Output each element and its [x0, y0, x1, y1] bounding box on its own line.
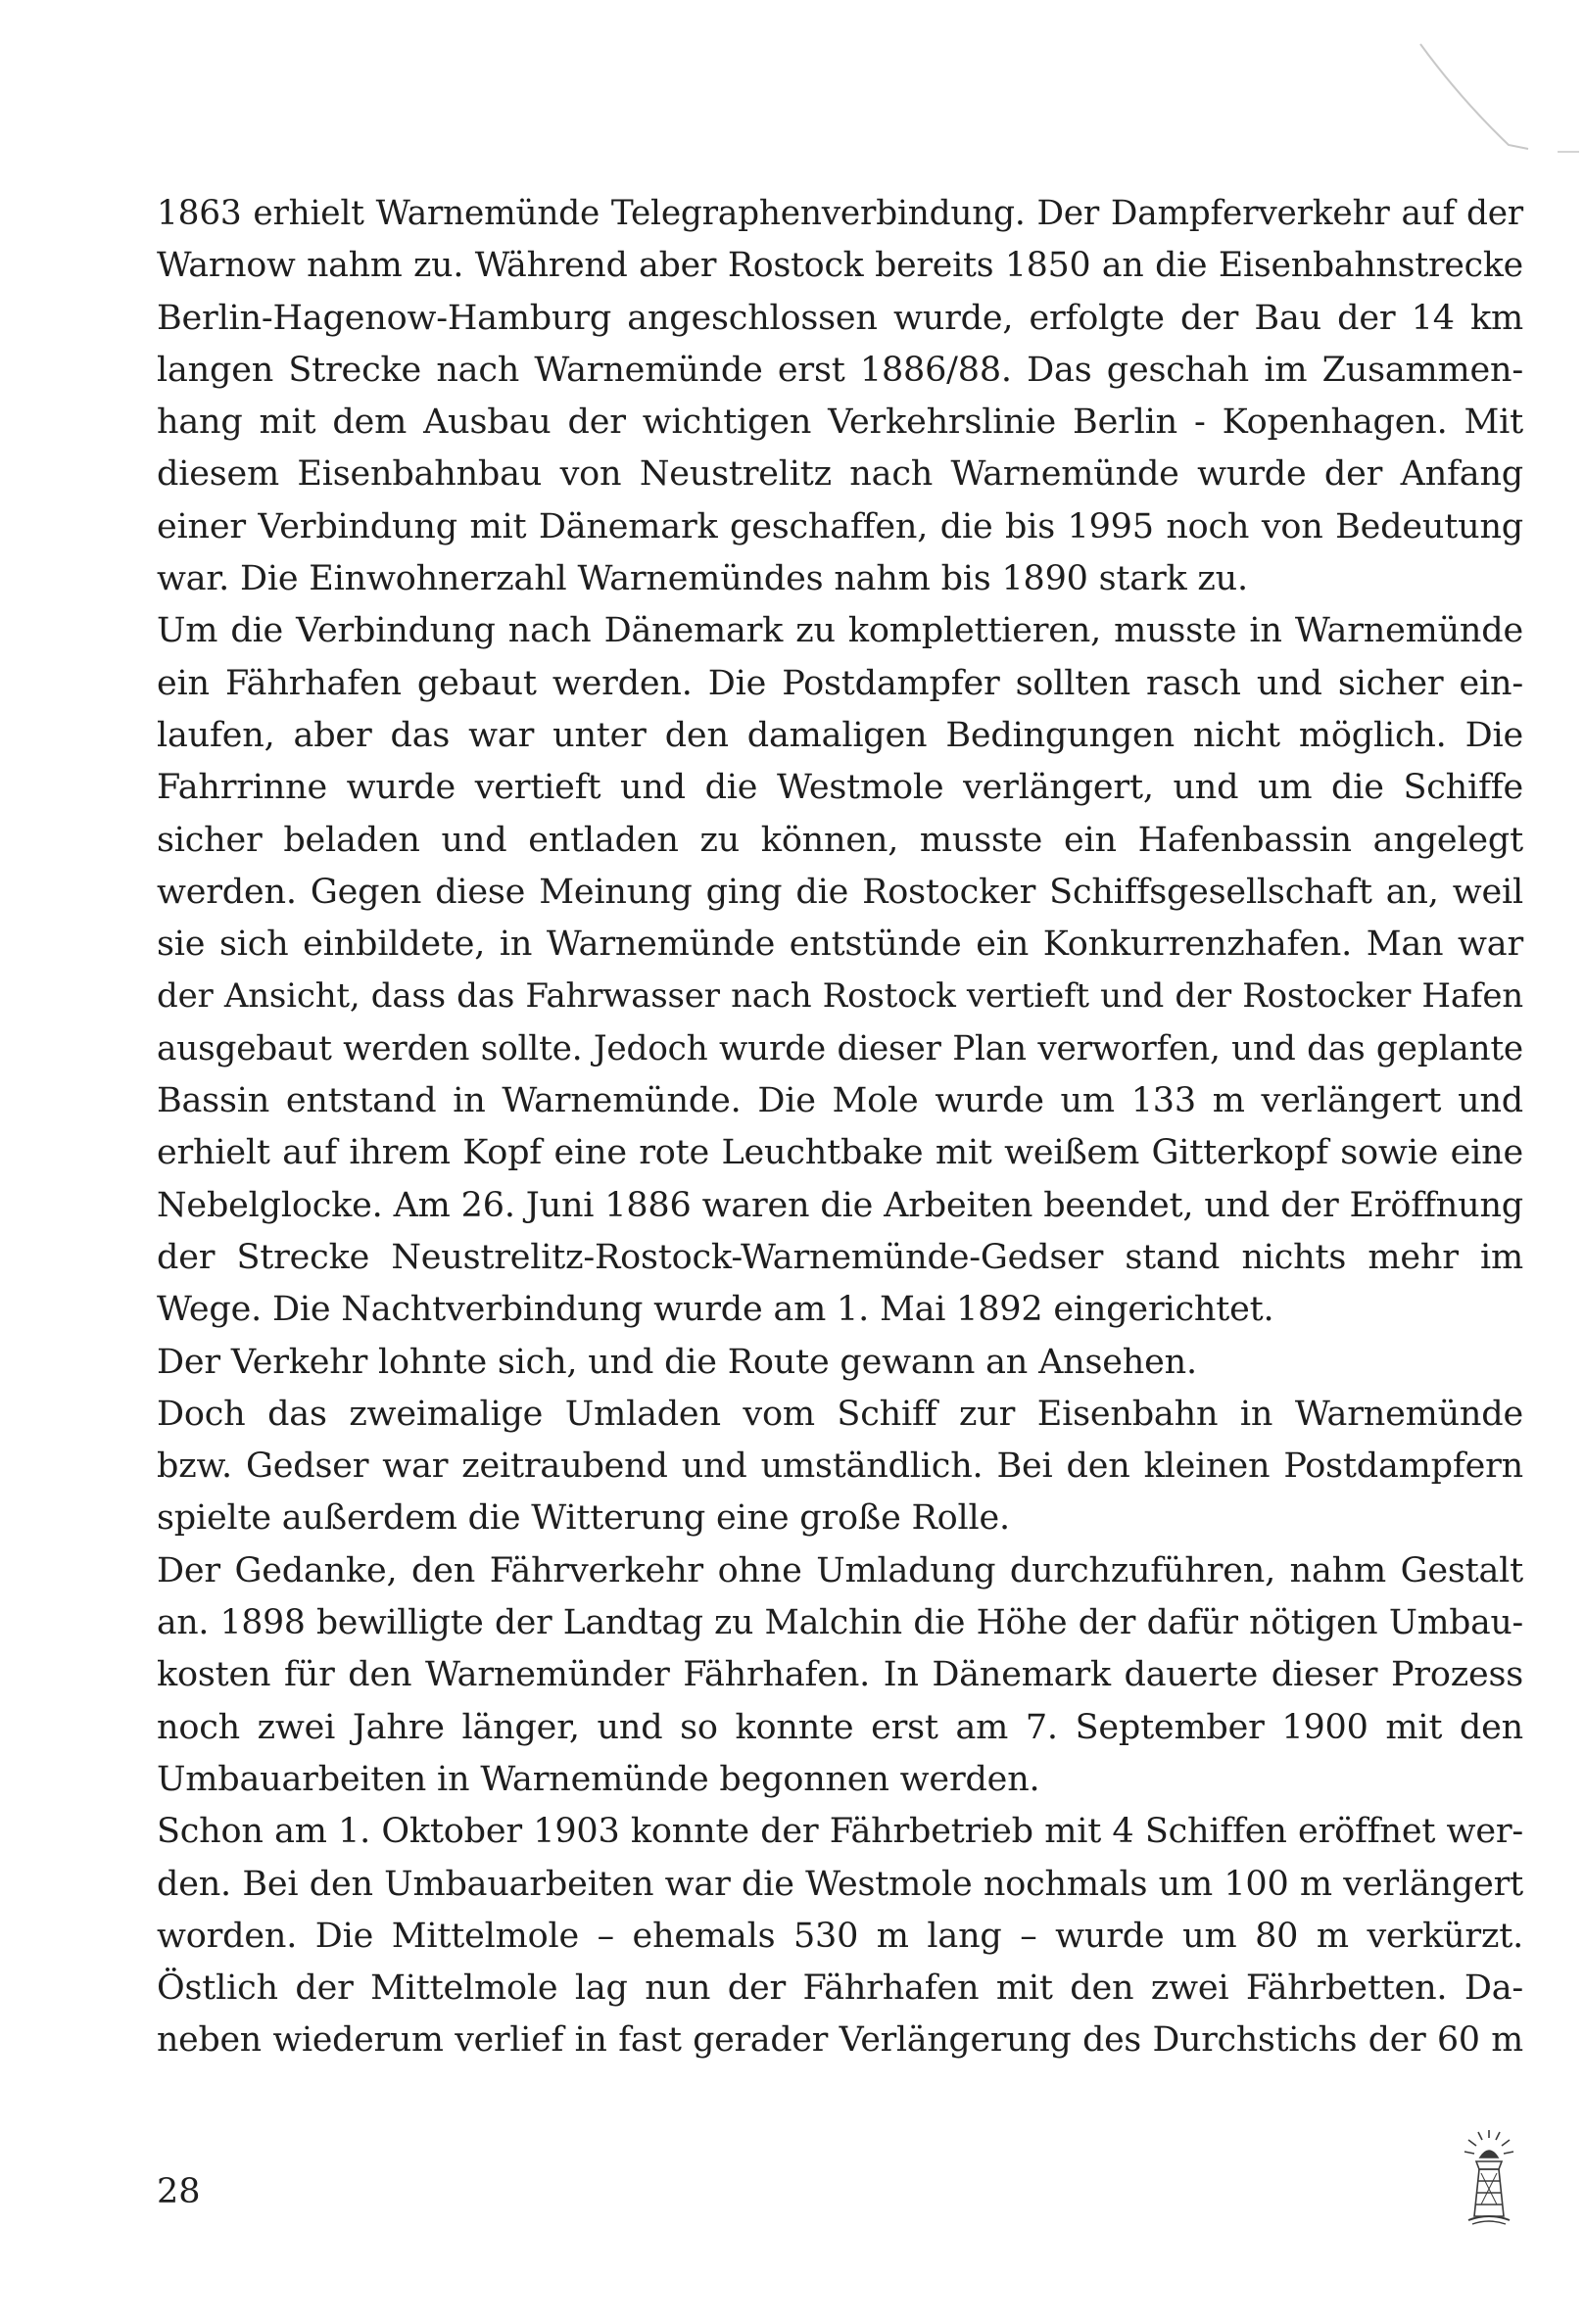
text-line: werden. Gegen diese Meinung ging die Rostocker Schiffsgesellschaft an, weil [157, 872, 1523, 912]
text-line: laufen, aber das war unter den damaligen Bedingungen nicht möglich. Die [157, 715, 1523, 755]
text-line: Östlich der Mittelmole lag nun der Fährhafen mit den zwei Fährbetten. Da- [157, 1968, 1523, 2009]
text-line: Doch das zweimalige Umladen vom Schiff zur Eisenbahn in Warnemünde [157, 1394, 1523, 1434]
text-line: 1863 erhielt Warnemünde Telegraphenverbindung. Der Dampferverkehr auf der [157, 194, 1523, 233]
text-line: Fahrrinne wurde vertieft und die Westmole verlängert, und um die Schiffe [157, 768, 1523, 808]
text-line: an. 1898 bewilligte der Landtag zu Malchin die Höhe der dafür nötigen Umbau- [157, 1603, 1523, 1643]
text-line: langen Strecke nach Warnemünde erst 1886/88. Das geschah im Zusammen- [157, 350, 1523, 390]
text-line: ein Fährhafen gebaut werden. Die Postdampfer sollten rasch und sicher ein- [157, 663, 1523, 703]
text-line: kosten für den Warnemünder Fährhafen. In Dänemark dauerte dieser Prozess [157, 1655, 1523, 1695]
text-line: worden. Die Mittelmole – ehemals 530 m lang – wurde um 80 m verkürzt. [157, 1916, 1523, 1956]
text-line: Bassin entstand in Warnemünde. Die Mole wurde um 133 m verlängert und [157, 1081, 1523, 1121]
text-line: der Strecke Neustrelitz-Rostock-Warnemünde-Gedser stand nichts mehr im [157, 1237, 1523, 1277]
text-line: erhielt auf ihrem Kopf eine rote Leuchtbake mit weißem Gitterkopf sowie eine [157, 1133, 1523, 1173]
text-line: Der Gedanke, den Fährverkehr ohne Umladung durchzuführen, nahm Gestalt [157, 1550, 1523, 1590]
page-number: 28 [157, 2172, 201, 2211]
text-line: sie sich einbildete, in Warnemünde entstünde ein Konkurrenzhafen. Man war [157, 925, 1523, 965]
text-line: sicher beladen und entladen zu können, musste ein Hafenbassin angelegt [157, 820, 1523, 860]
text-line: ausgebaut werden sollte. Jedoch wurde dieser Plan verworfen, und das geplante [157, 1028, 1523, 1068]
text-line: diesem Eisenbahnbau von Neustrelitz nach Warnemünde wurde der Anfang [157, 454, 1523, 495]
text-line: bzw. Gedser war zeitraubend und umständlich. Bei den kleinen Postdampfern [157, 1447, 1523, 1487]
text-line: war. Die Einwohnerzahl Warnemündes nahm bis 1890 stark zu. [157, 559, 1248, 599]
text-line: Um die Verbindung nach Dänemark zu komplettieren, musste in Warnemünde [157, 611, 1523, 651]
text-line: Berlin-Hagenow-Hamburg angeschlossen wurde, erfolgte der Bau der 14 km [157, 298, 1523, 338]
text-line: Nebelglocke. Am 26. Juni 1886 waren die Arbeiten beendet, und der Eröffnung [157, 1185, 1523, 1225]
text-line: der Ansicht, dass das Fahrwasser nach Rostock vertieft und der Rostocker Hafen [157, 976, 1523, 1017]
text-line: hang mit dem Ausbau der wichtigen Verkehrslinie Berlin - Kopenhagen. Mit [157, 403, 1523, 443]
text-line: den. Bei den Umbauarbeiten war die Westmole nochmals um 100 m verlängert [157, 1864, 1523, 1904]
text-line: Wege. Die Nachtverbindung wurde am 1. Mai 1892 eingerichtet. [157, 1290, 1274, 1330]
body-text [157, 188, 1523, 2067]
text-line: noch zwei Jahre länger, und so konnte erst am 7. September 1900 mit den [157, 1707, 1523, 1747]
corner-crease-mark [0, 0, 1584, 196]
text-line: Umbauarbeiten in Warnemünde begonnen werden. [157, 1759, 1040, 1799]
text-line: spielte außerdem die Witterung eine große Rolle. [157, 1498, 1010, 1539]
lighthouse-emblem-icon [1455, 2130, 1523, 2228]
text-line: Schon am 1. Oktober 1903 konnte der Fährbetrieb mit 4 Schiffen eröffnet wer- [157, 1812, 1523, 1852]
text-line: Warnow nahm zu. Während aber Rostock bereits 1850 an die Eisenbahnstrecke [157, 246, 1523, 286]
text-line: einer Verbindung mit Dänemark geschaffen, die bis 1995 noch von Bedeutung [157, 506, 1523, 546]
text-line: neben wiederum verlief in fast gerader Verlängerung des Durchstichs der 60 m [157, 2020, 1523, 2061]
text-line: Der Verkehr lohnte sich, und die Route gewann an Ansehen. [157, 1342, 1197, 1382]
